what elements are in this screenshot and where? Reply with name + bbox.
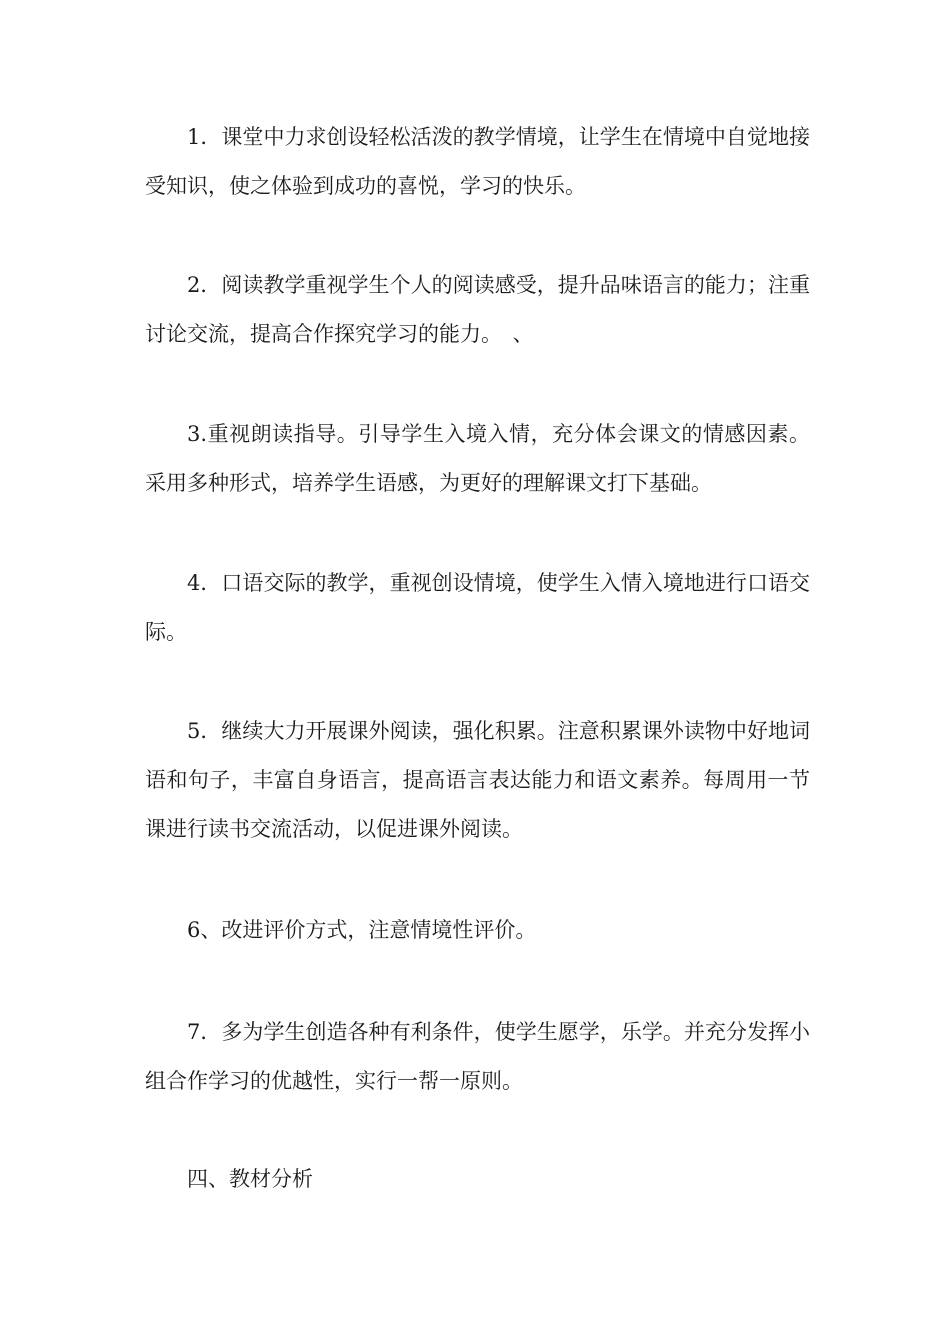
paragraph-1: 1．课堂中力求创设轻松活泼的教学情境，让学生在情境中自觉地接受知识，使之体验到成功的喜悦，学习的快乐。 [145,125,810,198]
paragraph-7: 7．多为学生创造各种有利条件，使学生愿学，乐学。并充分发挥小组合作学习的优越性，实行一帮一原则。 [145,1020,810,1093]
section-heading: 四、教材分析 [187,1167,313,1191]
paragraph-2: 2．阅读教学重视学生个人的阅读感受，提升品味语言的能力；注重讨论交流，提高合作探究学习的能力。 、 [145,273,810,346]
paragraph-5: 5．继续大力开展课外阅读，强化积累。注意积累课外读物中好地词语和句子，丰富自身语言，提高语言表达能力和语文素养。每周用一节课进行读书交流活动，以促进课外阅读。 [145,719,810,841]
paragraph-6: 6、改进评价方式，注意情境性评价。 [187,918,537,942]
paragraph-3: 3.重视朗读指导。引导学生入境入情，充分体会课文的情感因素。采用多种形式，培养学生语感，为更好的理解课文打下基础。 [145,422,810,495]
paragraph-4: 4．口语交际的教学，重视创设情境，使学生入情入境地进行口语交际。 [145,571,810,644]
